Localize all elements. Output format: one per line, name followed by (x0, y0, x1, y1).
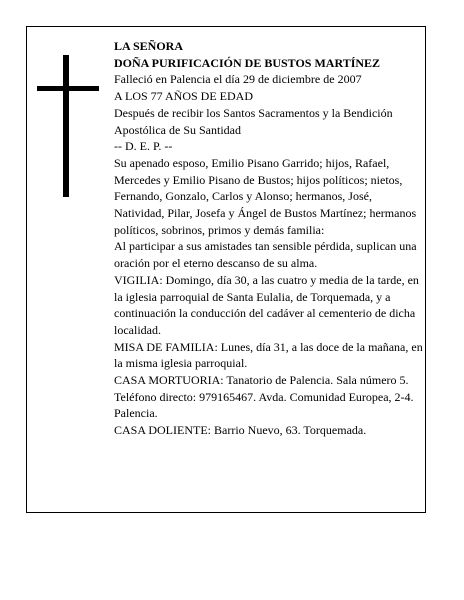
prayer-request: Al participar a sus amistades tan sensible pérdida, suplican una oración por el eterno descanso de su alma. (114, 239, 417, 271)
obituary-text (114, 38, 424, 439)
mourning-house-info: CASA DOLIENTE: Barrio Nuevo, 63. Torquemada. (114, 423, 367, 438)
sacraments-line: Después de recibir los Santos Sacramentos y la Bendición Apostólica de Su Santidad (114, 105, 393, 137)
cross-vertical-bar (63, 55, 69, 197)
honorific-title: LA SEÑORA (114, 39, 184, 53)
death-date-line: Falleció en Palencia el día 29 de diciembre de 2007 (114, 72, 362, 87)
family-paragraph: Su apenado esposo, Emilio Pisano Garrido; hijos, Rafael, Mercedes y Emilio Pisano de Bustos; hijos políticos; nietos, Fernando, Gonzalo, Carlos y Alonso; hermanos, José, Natividad, Pilar, Josefa y Ángel de Bustos Martínez; hermanos políticos, sobrinos, primos y demás familia: (114, 155, 417, 237)
vigil-info: VIGILIA: Domingo, día 30, a las cuatro y media de la tarde, en la iglesia parroquial de Santa Eulalia, de Torquemada, y a continuación la conducción del cadáver al cementerio de dicha localidad. (114, 272, 419, 337)
family-mass-info: MISA DE FAMILIA: Lunes, día 31, a las doce de la mañana, en la misma iglesia parroquial. (114, 339, 423, 371)
mortuary-info: CASA MORTUORIA: Tanatorio de Palencia. Sala número 5. Teléfono directo: 979165467. Avda. Comunidad Europea, 2-4. Palencia. (114, 373, 414, 421)
age-line: A LOS 77 AÑOS DE EDAD (114, 89, 254, 104)
dep-line: -- D. E. P. -- (114, 139, 173, 154)
deceased-name: DOÑA PURIFICACIÓN DE BUSTOS MARTÍNEZ (114, 55, 381, 70)
cross-horizontal-bar (37, 86, 99, 91)
